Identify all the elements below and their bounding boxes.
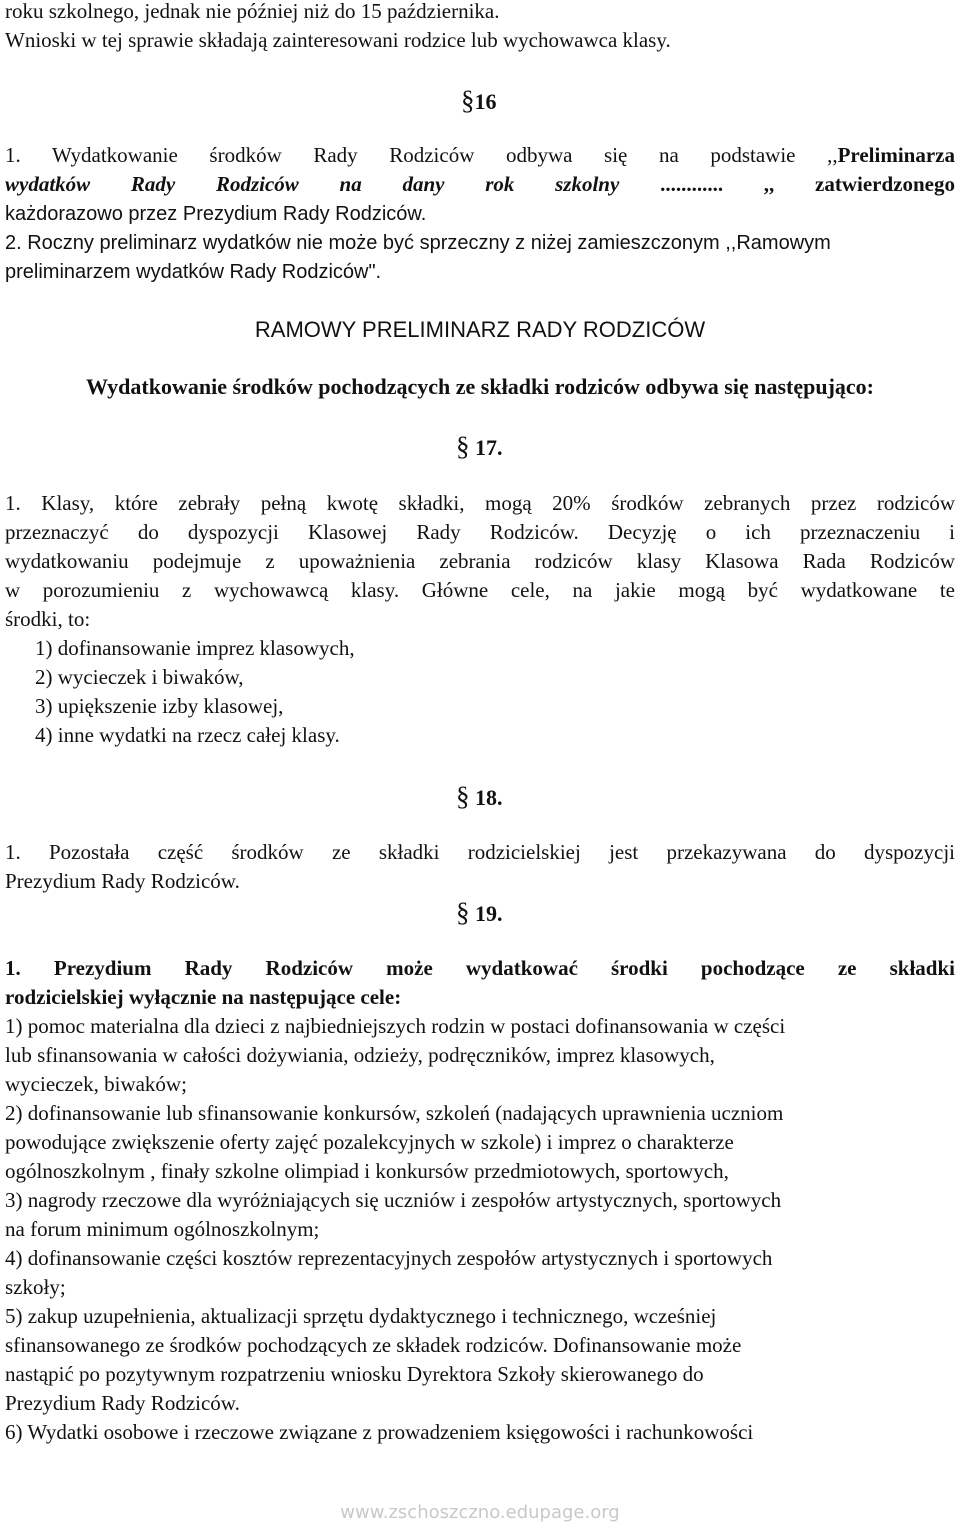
text-line: w porozumieniu z wychowawcą klasy. Główne cele, na jakie mogą być wydatkowane te: [5, 578, 955, 602]
text-line: nastąpić po pozytywnym rozpatrzeniu wniosku Dyrektora Szkoły skierowanego do: [5, 1362, 704, 1386]
section-16-heading: [461, 84, 561, 116]
text-line: wydatkowaniu podejmuje z upoważnienia zebrania rodziców klasy Klasowa Rada Rodziców: [5, 549, 955, 573]
text-line: 1. Pozostała część środków ze składki rodzicielskiej jest przekazywana do dyspozycji: [5, 840, 955, 864]
footer-url: www.zschoszczno.edupage.org: [340, 1502, 620, 1523]
text-line: Wnioski w tej sprawie składają zainteresowani rodzice lub wychowawca klasy.: [5, 28, 671, 52]
list-item: 4) inne wydatki na rzecz całej klasy.: [35, 723, 340, 747]
emphasis-text: Preliminarza: [837, 143, 956, 167]
text-line: Prezydium Rady Rodziców.: [5, 869, 240, 893]
section-17-heading: [456, 430, 556, 462]
text-line: każdorazowo przez Prezydium Rady Rodziców.: [5, 203, 427, 225]
text-line: 1. Prezydium Rady Rodziców może wydatkować środki pochodzące ze składki: [5, 956, 955, 980]
text-line: szkoły;: [5, 1275, 66, 1299]
text-line: 3) nagrody rzeczowe dla wyróżniających się uczniów i zespołów artystycznych, sportowych: [5, 1188, 782, 1212]
section-number: 19.: [475, 901, 503, 926]
section-symbol: §: [456, 781, 470, 811]
text-line: 6) Wydatki osobowe i rzeczowe związane z prowadzeniem księgowości i rachunkowości: [5, 1420, 754, 1444]
text-line: 1) pomoc materialna dla dzieci z najbiedniejszych rodzin w postaci dofinansowania w części: [5, 1014, 786, 1038]
emphasis-text: wydatków Rady Rodziców na dany rok szkolny: [5, 172, 620, 196]
text-line: lub sfinansowania w całości dożywiania, odzieży, podręczników, imprez klasowych,: [5, 1043, 715, 1067]
section-number: 18.: [475, 785, 503, 810]
text-line: 2) dofinansowanie lub sfinansowanie konkursów, szkoleń (nadających uprawnienia uczniom: [5, 1101, 784, 1125]
text-line: sfinansowanego ze środków pochodzących ze składek rodziców. Dofinansowanie może: [5, 1333, 742, 1357]
text-line: powodujące zwiększenie oferty zajęć pozalekcyjnych w szkole) i imprez o charakterze: [5, 1130, 734, 1154]
section-symbol: §: [456, 431, 470, 461]
text-line: Prezydium Rady Rodziców.: [5, 1391, 240, 1415]
section-symbol: §: [461, 85, 475, 115]
text-line: roku szkolnego, jednak nie później niż do 15 października.: [5, 0, 500, 23]
text-line: 4) dofinansowanie części kosztów reprezentacyjnych zespołów artystycznych i sportowych: [5, 1246, 773, 1270]
subheading: Wydatkowanie środków pochodzących ze składki rodziców odbywa się następująco:: [86, 374, 874, 399]
section-symbol: §: [456, 897, 470, 927]
item-number: 1.: [5, 143, 21, 167]
text-line: rodzicielskiej wyłącznie na następujące cele:: [5, 985, 402, 1009]
list-item: 2) wycieczek i biwaków,: [35, 665, 244, 689]
text-line: środki, to:: [5, 607, 91, 631]
text-line: [5, 170, 955, 199]
section-number: 16: [474, 89, 497, 114]
text-segment: ............ ,, zatwierdzonego: [660, 172, 955, 196]
text-line: 5) zakup uzupełnienia, aktualizacji sprzętu dydaktycznego i technicznego, wcześniej: [5, 1304, 717, 1328]
list-item: 1) dofinansowanie imprez klasowych,: [35, 636, 355, 660]
text-line: wycieczek, biwaków;: [5, 1072, 187, 1096]
section-number: 17.: [475, 435, 503, 460]
text-line: na forum minimum ogólnoszkolnym;: [5, 1217, 320, 1241]
text-line: ogólnoszkolnym , finały szkolne olimpiad i konkursów przedmiotowych, sportowych,: [5, 1159, 729, 1183]
text-segment: Wydatkowanie środków Rady Rodziców odbywa się na podstawie ,,: [51, 143, 838, 167]
list-item: 3) upiększenie izby klasowej,: [35, 694, 284, 718]
text-line: [5, 141, 955, 170]
section-18-heading: [456, 780, 556, 812]
section-19-heading: [456, 896, 556, 928]
text-line: preliminarzem wydatków Rady Rodziców".: [5, 261, 382, 283]
text-line: 1. Klasy, które zebrały pełną kwotę składki, mogą 20% środków zebranych przez rodziców: [5, 491, 955, 515]
page-heading: RAMOWY PRELIMINARZ RADY RODZICÓW: [254, 317, 706, 342]
text-line: 2. Roczny preliminarz wydatków nie może być sprzeczny z niżej zamieszczonym ,,Ramowym: [5, 232, 831, 254]
text-line: przeznaczyć do dyspozycji Klasowej Rady Rodziców. Decyzję o ich przeznaczeniu i: [5, 520, 955, 544]
